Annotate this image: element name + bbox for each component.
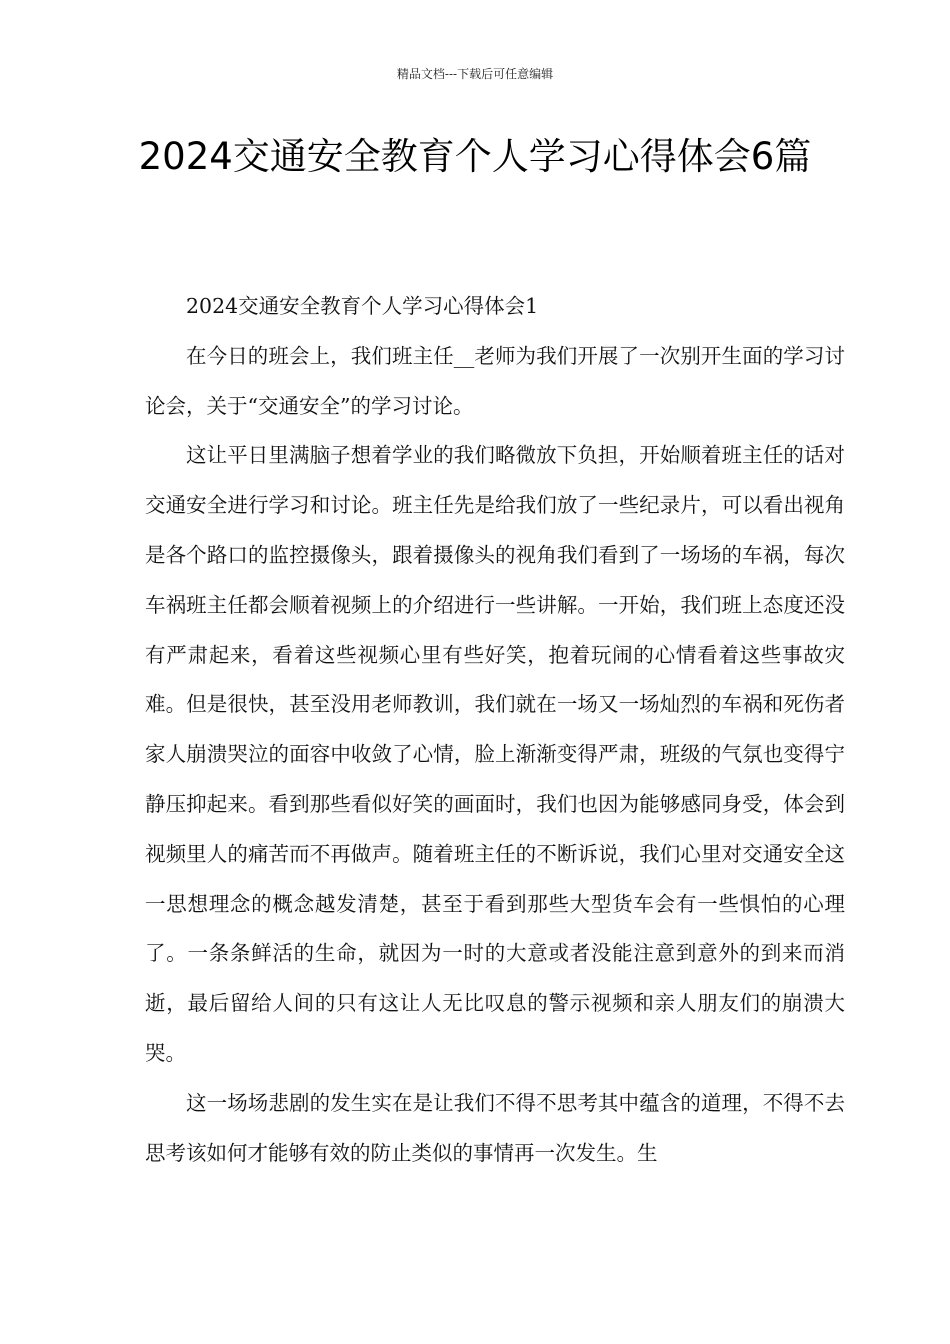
paragraph-1: 在今日的班会上，我们班主任__老师为我们开展了一次别开生面的学习讨论会，关于“交通安全”的学习讨论。 [145,343,845,418]
header-note: 精品文档---下载后可任意编辑 [396,67,554,81]
paragraph-3: 这一场场悲剧的发生实在是让我们不得不思考其中蕴含的道理，不得不去思考该如何才能够有效的防止类似的事情再一次发生。生 [145,1090,845,1165]
document-body [145,282,845,1178]
paragraph-2: 这让平日里满脑子想着学业的我们略微放下负担，开始顺着班主任的话对交通安全进行学习和讨论。班主任先是给我们放了一些纪录片，可以看出视角是各个路口的监控摄像头，跟着摄像头的视角我们看到了一场场的车祸，每次车祸班主任都会顺着视频上的介绍进行一些讲解。一开始，我们班上态度还没有严肃起来，看着这些视频心里有些好笑，抱着玩闹的心情看着这些事故灾难。但是很快，甚至没用老师教训，我们就在一场又一场灿烈的车祸和死伤者家人崩溃哭泣的面容中收敛了心情，脸上渐渐变得严肃，班级的气氛也变得宁静压抑起来。看到那些看似好笑的画面时，我们也因为能够感同身受，体会到视频里人的痛苦而不再做声。随着班主任的不断诉说，我们心里对交通安全这一思想理念的概念越发清楚，甚至于看到那些大型货车会有一些惧怕的心理了。一条条鲜活的生命，就因为一时的大意或者没能注意到意外的到来而消逝，最后留给人间的只有这让人无比叹息的警示视频和亲人朋友们的崩溃大哭。 [145,443,845,1065]
section-subtitle: 2024交通安全教育个人学习心得体会1 [186,294,539,318]
document-title: 2024交通安全教育个人学习心得体会6篇 [138,135,812,178]
